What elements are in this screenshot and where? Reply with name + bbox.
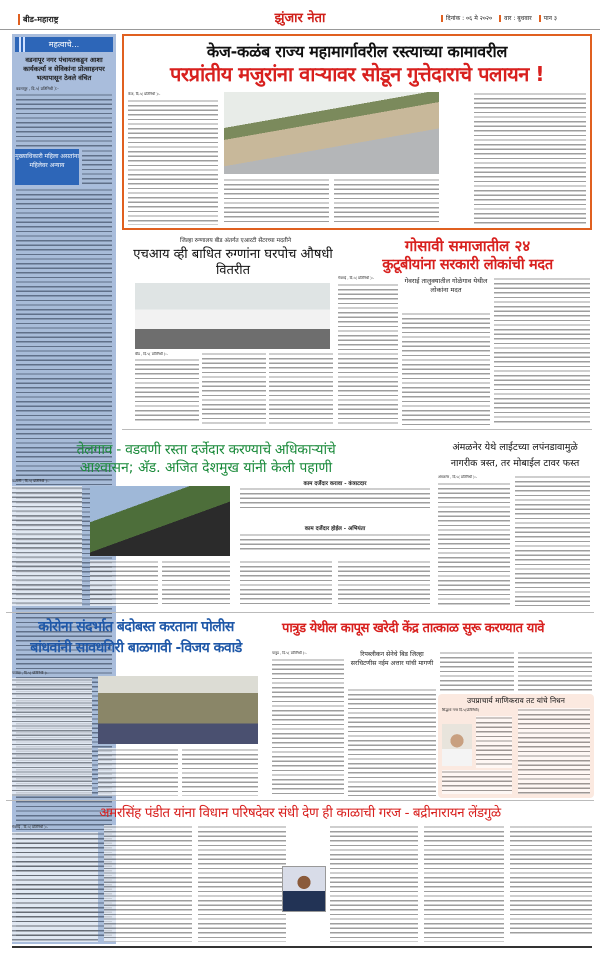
masthead-location: बीड-महाराष्ट्र xyxy=(18,14,58,25)
sidebar-inset-box: मुख्याधिकारी महिला असतांना महिलेवर अन्याय xyxy=(15,149,79,185)
road-headline-1: तेलगाव - वडवणी रस्ता दर्जेदार करण्याचे अधिकाऱ्यांचे xyxy=(76,442,336,458)
road-body-col-1 xyxy=(12,486,82,606)
lead-headline-2: परप्रांतीय मजुरांना वाऱ्यावर सोडून गुत्तेदाराचे पलायन ! xyxy=(170,62,544,86)
gosavi-body-col-1 xyxy=(338,283,398,425)
sidebar-headline: वडनापूर नगर पंचायतकडून आशा कार्यकर्त्या व सेविकांना प्रोत्साहनपर भत्यापासून ठेवले वंचित xyxy=(23,56,105,82)
bottom-headline: अमरसिंह पंडीत यांना विधान परिषदेवर संधी देण ही काळाची गरज - बद्रीनारायन लेंडगुळे xyxy=(99,805,501,821)
police-body-col-3 xyxy=(182,748,258,796)
obituary-byline: सिद्धार्थ नगर दि.५(प्रतिनिधी) xyxy=(442,708,479,712)
paper-name: झुंजार नेता xyxy=(274,11,326,26)
divider xyxy=(6,800,594,801)
road-body-col-2 xyxy=(90,560,158,606)
sidebar-section-title: महत्वाचे... xyxy=(15,37,113,52)
cotton-subhead: रिपब्लीकन सेनेचे बिड जिल्हा सरचिटणीस नईम अत्तार यांची मागणी xyxy=(350,651,434,667)
lead-body-col-2 xyxy=(224,178,329,225)
obituary-body-col-1 xyxy=(476,716,512,768)
hiv-body-col-3 xyxy=(269,352,333,424)
obituary-box xyxy=(438,694,594,798)
masthead-date: दिनांक : ०६ मे २०२० xyxy=(441,15,495,22)
obituary-photo xyxy=(442,724,472,766)
lead-body-col-1 xyxy=(128,99,218,225)
bottom-byline: गेवराई , दि.५( प्रतिनिधी ):- xyxy=(12,825,49,829)
bottom-photo-portrait xyxy=(282,866,326,912)
masthead-info xyxy=(439,14,560,22)
divider xyxy=(122,429,592,430)
hiv-photo-ambulance-staff xyxy=(135,283,330,349)
lead-photo-workers-on-road xyxy=(224,92,439,174)
obituary-headline: उपप्राचार्य माणिकराव तट यांचे निधन xyxy=(467,696,565,705)
gosavi-body-col-2 xyxy=(402,312,490,425)
police-photo-meeting xyxy=(98,676,258,744)
obituary-body-col-1b xyxy=(442,770,512,794)
bottom-body-col-2 xyxy=(104,825,192,942)
obituary-body-col-2 xyxy=(518,708,590,794)
road-headline-2: आश्वासन; अ‍ॅड. अजित देशमुख यांनी केली पहाणी xyxy=(79,460,333,476)
gosavi-subhead: गेवराई तालुक्यातील गोळेगाव येथील लोकांना मदत xyxy=(404,277,488,294)
lead-story xyxy=(122,34,592,230)
road-contractor-text xyxy=(240,487,430,511)
hiv-body-col-2 xyxy=(202,352,266,424)
hiv-kicker: जिल्हा रुग्णालय बीड अंतर्गत एआरटी सेंटरच्या मदतीने xyxy=(179,238,292,244)
road-photo-construction xyxy=(90,486,230,556)
road-byline: वडवणी , दि.५( प्रतिनिधी ):- xyxy=(12,479,50,483)
police-byline: पाटोदा , दि.५( प्रतिनिधी ):- xyxy=(12,671,49,675)
lead-body-col-3 xyxy=(334,178,439,225)
road-subhead-engineer: काम दर्जेदार होईल - अभियंता xyxy=(304,526,366,532)
amalner-headline-1: अंमळनेर येथे लाईटच्या लपंनडावामुळे xyxy=(452,442,578,453)
road-body-col-4 xyxy=(240,560,332,606)
masthead xyxy=(0,0,600,30)
masthead-page: पान ३ xyxy=(539,15,560,22)
hiv-body-col-1 xyxy=(135,358,199,424)
lead-byline: केज, दि.५( प्रतिनिधी ):- xyxy=(128,92,161,96)
police-body-col-2 xyxy=(98,748,178,796)
amalner-headline-2: नागरीक त्रस्त, तर मोबाईल टावर फस्त xyxy=(450,458,580,469)
road-body-col-3 xyxy=(162,560,230,606)
road-body-col-5 xyxy=(338,560,430,606)
cotton-body-col-3 xyxy=(440,651,514,691)
cotton-body-col-1 xyxy=(272,658,344,796)
bottom-body-col-4 xyxy=(330,825,418,942)
masthead-day: वार : बुधवार xyxy=(499,15,535,22)
cotton-byline: पात्रुड , दि.५( प्रतिनिधी ):- xyxy=(272,651,307,655)
sidebar-body-text xyxy=(16,93,112,147)
sidebar-body-text-2 xyxy=(82,149,112,185)
amalner-byline: अंमळनेर , दि.५( प्रतिनिधी ):- xyxy=(438,475,478,479)
amalner-body-col-1 xyxy=(438,482,510,606)
bottom-body-col-3 xyxy=(198,825,286,942)
bottom-body-col-5 xyxy=(424,825,504,942)
lead-body-col-4 xyxy=(474,92,586,225)
police-body-col-1 xyxy=(12,678,92,796)
bottom-body-col-6 xyxy=(510,825,592,935)
bottom-body-col-1 xyxy=(12,832,98,942)
road-subhead-contractor: काम दर्जेदार करावा - कंत्राटदार xyxy=(303,481,367,487)
police-headline-2: बांधवांनी सावधगिरी बाळगावी -विजय कवाडे xyxy=(30,640,242,656)
road-engineer-text xyxy=(240,533,430,553)
sidebar-byline: वडनापूर , दि.५( प्रतिनिधी ):- xyxy=(16,86,59,91)
cotton-headline: पात्रुड येथील कापूस खरेदी केंद्र तात्काळ सुरू करण्यात यावे xyxy=(281,621,545,636)
gosavi-headline-1: गोसावी समाजातील २४ xyxy=(404,237,531,255)
gosavi-body-col-3 xyxy=(494,277,590,425)
gosavi-byline: गेवराई , दि.५( प्रतिनिधी ):- xyxy=(338,276,375,280)
gosavi-headline-2: कुटूबीयांना सरकारी लोकांची मदत xyxy=(382,257,553,273)
police-headline-1: कोरोना संदर्भात बंदोबस्त करताना पोलीस xyxy=(38,619,234,635)
hiv-byline: बीड , दि.५( प्रतिनिधी ):- xyxy=(135,352,168,356)
amalner-body-col-2 xyxy=(515,475,590,606)
divider xyxy=(6,612,594,613)
hiv-headline: एचआय व्ही बाधित रुग्णांना घरपोच औषधी वितरीत xyxy=(133,247,333,278)
cotton-body-col-4 xyxy=(518,651,592,691)
page-bottom-rule xyxy=(12,946,592,948)
cotton-body-col-2 xyxy=(348,688,436,796)
lead-headline-1: केज-कळंब राज्य महामार्गावरील रस्त्याच्या कामावरील xyxy=(206,42,508,61)
